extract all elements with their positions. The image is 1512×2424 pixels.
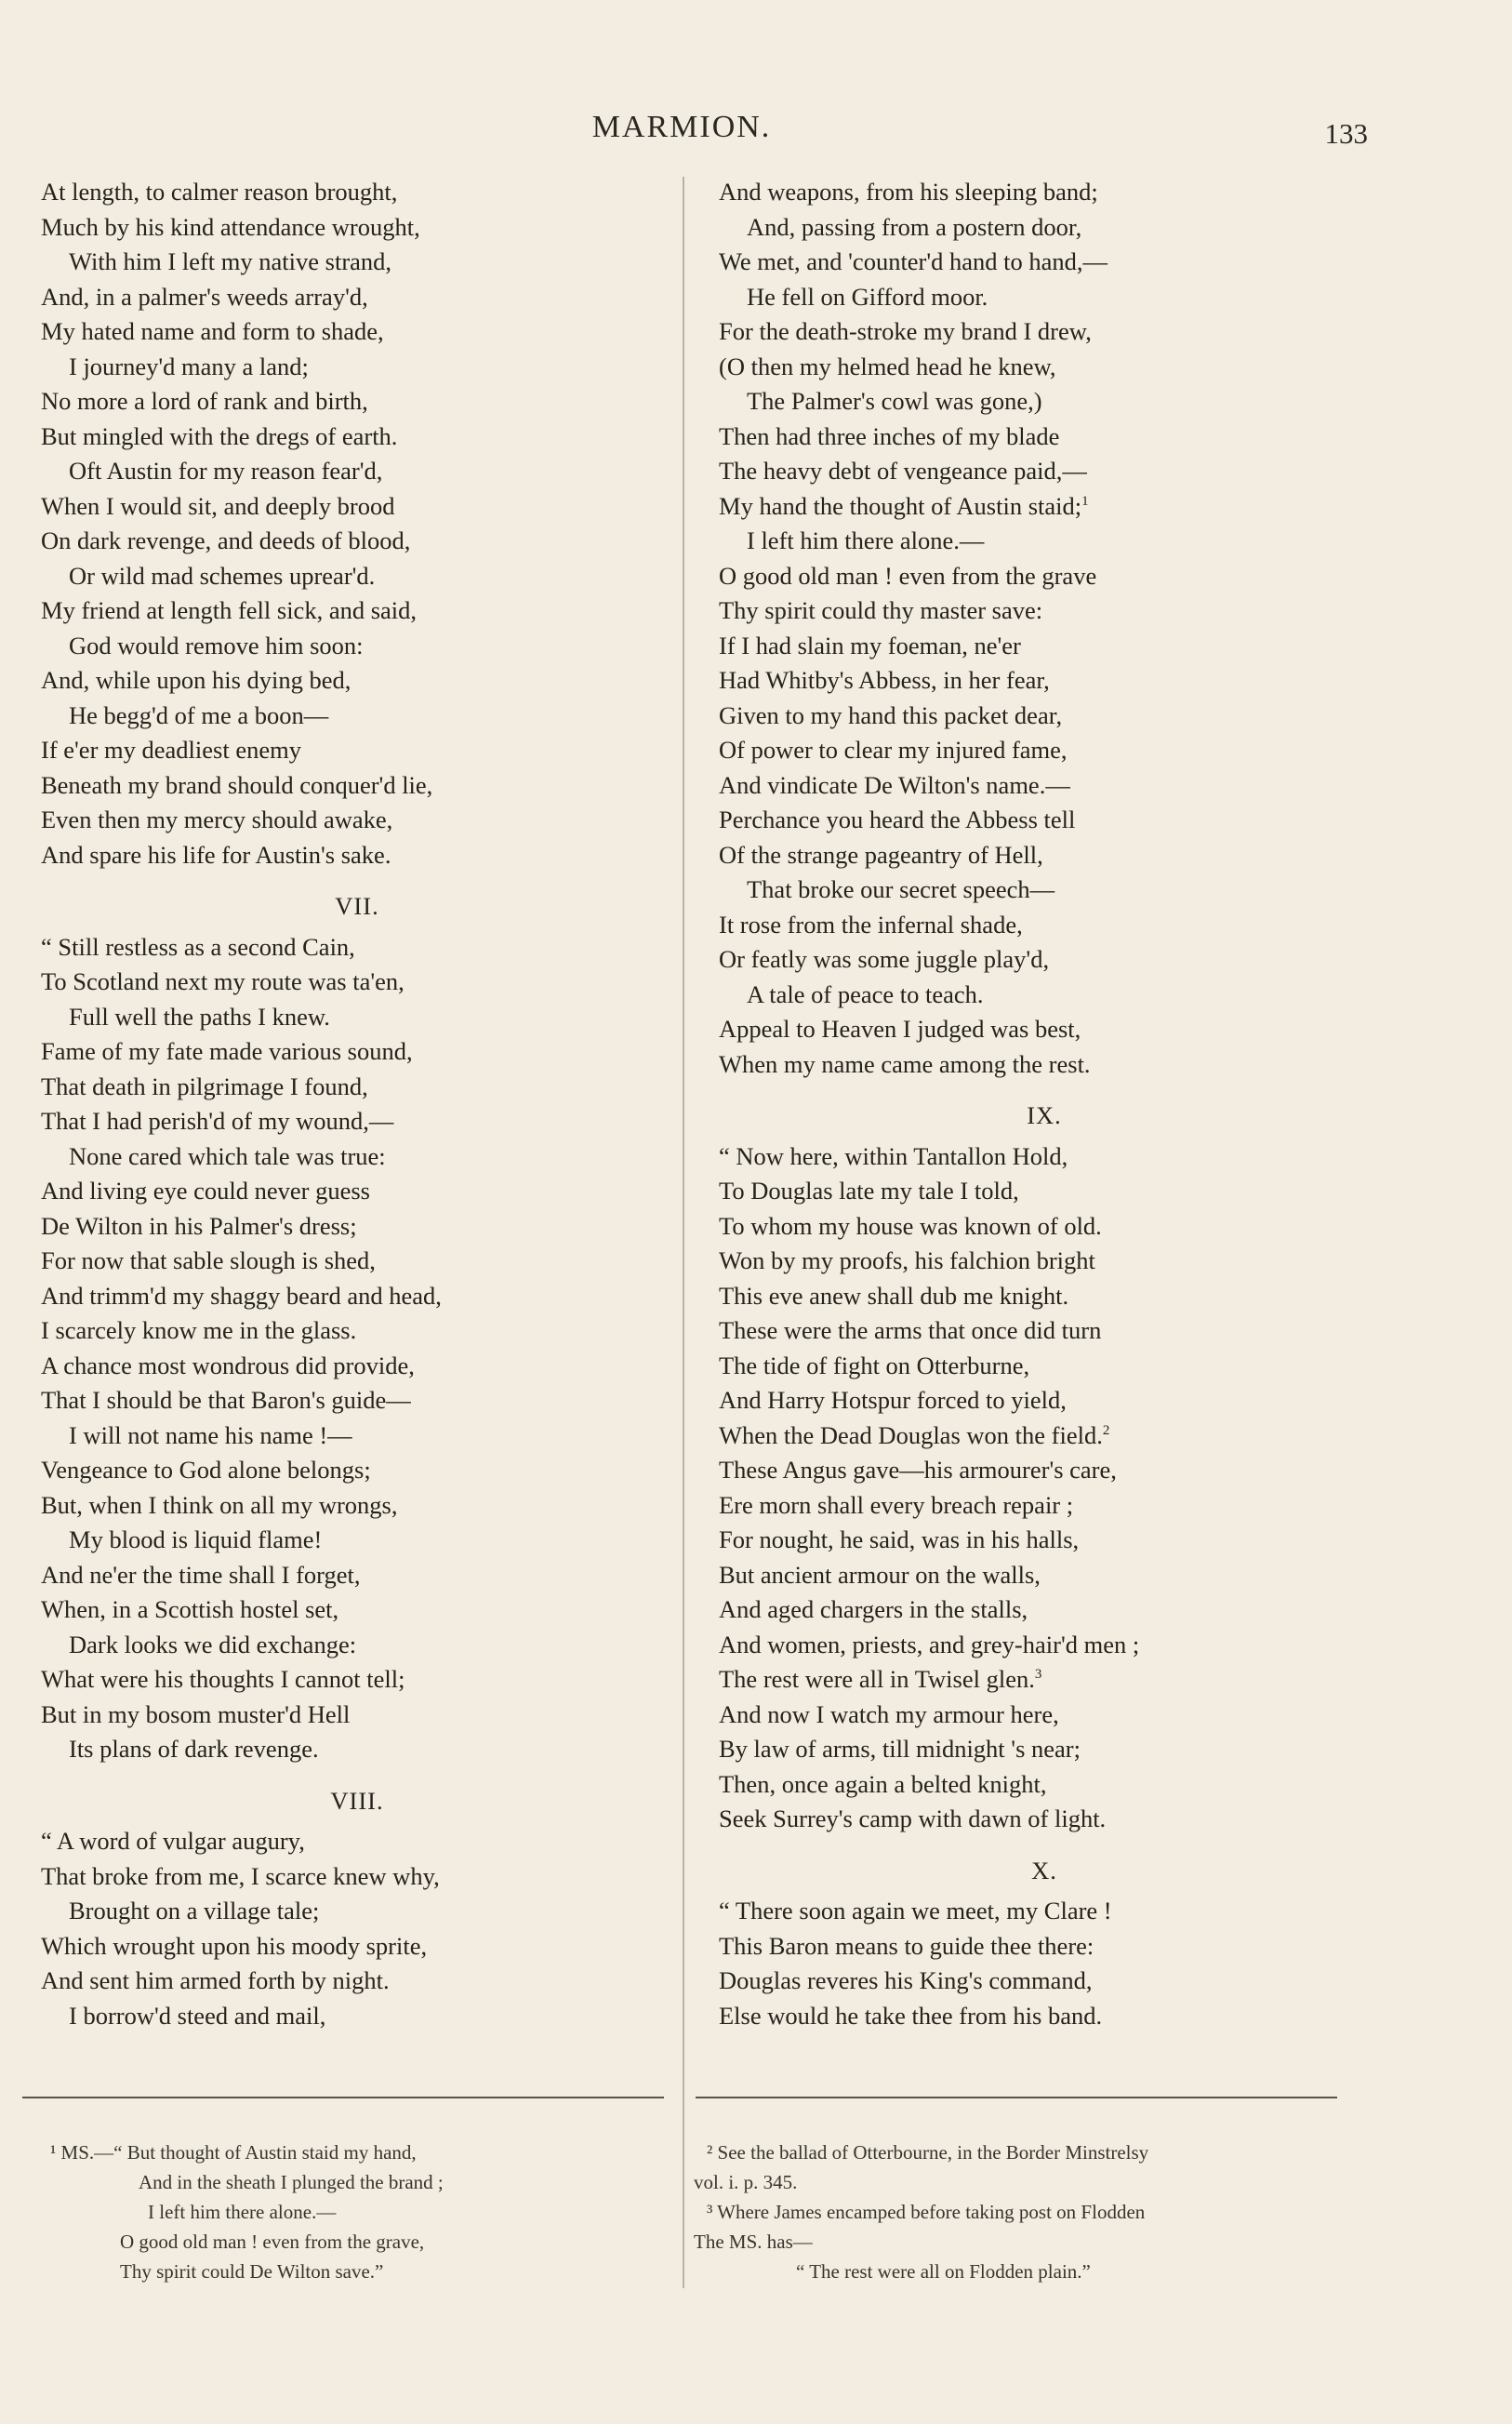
footnote-marker: 3 — [1034, 1667, 1042, 1683]
verse-text: We met, and 'counter'd hand to hand,— — [719, 247, 1108, 275]
verse-text: Oft Austin for my reason fear'd, — [69, 457, 383, 485]
verse-text: And, passing from a postern door, — [747, 212, 1082, 241]
verse-line — [719, 1999, 1370, 2034]
verse-text: Full well the paths I knew. — [69, 1002, 330, 1031]
verse-text: “ Now here, within Tantallon Hold, — [719, 1141, 1068, 1170]
verse-line — [719, 1209, 1370, 1245]
verse-line — [719, 384, 1370, 420]
verse-line — [41, 593, 673, 629]
verse-line — [41, 1244, 673, 1279]
verse-line — [719, 1383, 1370, 1418]
verse-line — [719, 1767, 1370, 1803]
verse-line — [41, 1592, 673, 1628]
column-divider — [683, 177, 684, 2288]
verse-text: The rest were all in Twisel glen. — [719, 1665, 1035, 1693]
verse-text: To Douglas late my tale I told, — [719, 1177, 1019, 1205]
verse-line — [719, 803, 1370, 838]
verse-line — [719, 559, 1370, 594]
verse-line — [41, 1894, 673, 1929]
verse-line — [719, 1894, 1370, 1929]
verse-line — [719, 175, 1370, 210]
verse-text: And now I watch my armour here, — [719, 1699, 1059, 1728]
verse-text: My friend at length fell sick, and said, — [41, 596, 418, 624]
verse-line — [719, 210, 1370, 246]
verse-line — [719, 1662, 1370, 1698]
verse-line — [41, 1859, 673, 1895]
verse-text: Won by my proofs, his falchion bright — [719, 1246, 1095, 1274]
verse-text: And spare his life for Austin's sake. — [41, 840, 391, 869]
verse-line — [41, 1034, 673, 1070]
verse-text: Of power to clear my injured fame, — [719, 736, 1068, 764]
verse-line — [41, 1418, 673, 1454]
verse-text: Then had three inches of my blade — [719, 421, 1060, 450]
verse-text: None cared which tale was true: — [69, 1141, 386, 1170]
verse-text: But mingled with the dregs of earth. — [41, 421, 398, 450]
footnotes-right — [694, 2138, 1354, 2286]
verse-line — [41, 1313, 673, 1349]
verse-text: Or featly was some juggle play'd, — [719, 945, 1050, 973]
verse-text: Of the strange pageantry of Hell, — [719, 840, 1043, 869]
verse-text: This eve anew shall dub me knight. — [719, 1281, 1069, 1310]
stanza-vii — [41, 930, 673, 1767]
verse-text: Thy spirit could thy master save: — [719, 596, 1043, 624]
verse-text: That I should be that Baron's guide— — [41, 1386, 411, 1414]
verse-text: My hated name and form to shade, — [41, 317, 384, 345]
verse-text: And aged chargers in the stalls, — [719, 1595, 1028, 1623]
verse-line — [719, 1523, 1370, 1558]
verse-text: On dark revenge, and deeds of blood, — [41, 526, 411, 554]
verse-text: And, in a palmer's weeds array'd, — [41, 282, 368, 311]
verse-text: Or wild mad schemes uprear'd. — [69, 561, 376, 590]
verse-text: For now that sable slough is shed, — [41, 1246, 376, 1274]
verse-line — [41, 838, 673, 873]
verse-text: With him I left my native strand, — [69, 247, 392, 275]
verse-text: These were the arms that once did turn — [719, 1316, 1102, 1344]
verse-line — [719, 454, 1370, 489]
verse-text: Vengeance to God alone belongs; — [41, 1456, 371, 1484]
verse-text: But, when I think on all my wrongs, — [41, 1490, 398, 1519]
right-column — [719, 175, 1370, 2033]
verse-text: Dark looks we did exchange: — [69, 1630, 357, 1658]
verse-text: And weapons, from his sleeping band; — [719, 178, 1098, 206]
verse-text: That broke our secret speech— — [747, 875, 1055, 903]
verse-text: I will not name his name !— — [69, 1420, 352, 1449]
verse-text: When my name came among the rest. — [719, 1049, 1091, 1078]
footnotes-left — [50, 2138, 627, 2286]
stanza-heading-x: X. — [1031, 1856, 1057, 1885]
verse-line — [41, 1824, 673, 1859]
verse-line — [719, 420, 1370, 455]
verse-text: These Angus gave—his armourer's care, — [719, 1456, 1117, 1484]
verse-text: Fame of my fate made various sound, — [41, 1037, 413, 1065]
verse-line — [41, 803, 673, 838]
verse-line — [719, 908, 1370, 943]
verse-text: What were his thoughts I cannot tell; — [41, 1665, 405, 1693]
verse-text: “ Still restless as a second Cain, — [41, 932, 355, 961]
verse-text: Given to my hand this packet dear, — [719, 700, 1063, 729]
verse-line — [719, 1732, 1370, 1767]
verse-text: To whom my house was known of old. — [719, 1211, 1102, 1240]
verse-text: Had Whitby's Abbess, in her fear, — [719, 666, 1050, 694]
verse-line — [719, 1558, 1370, 1593]
verse-text: Then, once again a belted knight, — [719, 1769, 1047, 1798]
verse-line — [719, 1313, 1370, 1349]
footnote-line: ³ Where James encamped before taking post on Flodden — [707, 2201, 1146, 2223]
verse-line — [41, 210, 673, 246]
verse-line — [41, 1964, 673, 1999]
verse-line — [41, 1383, 673, 1418]
footnote-rule-right — [696, 2097, 1337, 2098]
verse-text: Even then my mercy should awake, — [41, 806, 393, 833]
stanza-x-start — [719, 1894, 1370, 2033]
verse-text: That I had perish'd of my wound,— — [41, 1107, 394, 1135]
verse-line — [719, 593, 1370, 629]
verse-text: O good old man ! even from the grave — [719, 561, 1097, 590]
verse-line — [719, 733, 1370, 768]
footnote-line: And in the sheath I plunged the brand ; — [139, 2171, 444, 2193]
verse-line — [719, 872, 1370, 908]
verse-text: Much by his kind attendance wrought, — [41, 212, 420, 241]
verse-line — [41, 1488, 673, 1524]
verse-line — [719, 1592, 1370, 1628]
verse-text: And women, priests, and grey-hair'd men ; — [719, 1630, 1140, 1658]
running-title: MARMION. — [591, 110, 772, 144]
verse-line — [41, 1662, 673, 1698]
footnote-marker: 1 — [1081, 493, 1089, 509]
verse-line — [719, 1488, 1370, 1524]
stanza-heading-viii: VIII. — [330, 1786, 384, 1815]
verse-line — [719, 663, 1370, 699]
stanza-vi-end — [41, 175, 673, 872]
verse-text: It rose from the infernal shade, — [719, 910, 1023, 939]
footnote-marker: 2 — [1102, 1422, 1110, 1438]
left-column — [41, 175, 673, 2033]
verse-text: Else would he take thee from his band. — [719, 2001, 1103, 2030]
verse-text: When I would sit, and deeply brood — [41, 491, 395, 520]
verse-line — [719, 350, 1370, 385]
verse-text: De Wilton in his Palmer's dress; — [41, 1211, 357, 1240]
verse-line — [719, 768, 1370, 804]
verse-line — [41, 1732, 673, 1767]
verse-line — [41, 1698, 673, 1733]
verse-text: Appeal to Heaven I judged was best, — [719, 1015, 1081, 1043]
verse-line — [719, 1453, 1370, 1488]
verse-line — [41, 965, 673, 1000]
verse-text: (O then my helmed head he knew, — [719, 352, 1056, 380]
stanza-viii-end — [719, 175, 1370, 1082]
footnote-line: ² See the ballad of Otterbourne, in the Border Minstrelsy — [707, 2141, 1149, 2164]
verse-text: The tide of fight on Otterburne, — [719, 1351, 1030, 1379]
verse-line — [719, 838, 1370, 873]
verse-line — [719, 1964, 1370, 1999]
verse-line — [41, 384, 673, 420]
verse-line — [41, 629, 673, 664]
verse-text: That broke from me, I scarce knew why, — [41, 1861, 440, 1890]
verse-text: Its plans of dark revenge. — [69, 1735, 319, 1763]
verse-line — [41, 454, 673, 489]
verse-line — [41, 699, 673, 734]
verse-text: I left him there alone.— — [747, 526, 985, 554]
verse-line — [41, 768, 673, 804]
verse-line — [719, 1139, 1370, 1175]
verse-line — [719, 1698, 1370, 1733]
verse-line — [719, 245, 1370, 280]
verse-line — [41, 175, 673, 210]
verse-text: Perchance you heard the Abbess tell — [719, 806, 1076, 833]
verse-text: That death in pilgrimage I found, — [41, 1072, 368, 1100]
verse-line — [41, 663, 673, 699]
verse-line — [41, 314, 673, 350]
verse-line — [41, 1139, 673, 1175]
verse-line — [719, 280, 1370, 315]
verse-text: I journey'd many a land; — [69, 352, 309, 380]
verse-text: If e'er my deadliest enemy — [41, 736, 301, 764]
verse-line — [41, 1000, 673, 1035]
verse-line — [41, 1070, 673, 1105]
verse-text: At length, to calmer reason brought, — [41, 178, 398, 206]
verse-line — [719, 314, 1370, 350]
verse-text: The Palmer's cowl was gone,) — [747, 387, 1042, 415]
verse-text: God would remove him soon: — [69, 631, 364, 659]
verse-text: Which wrought upon his moody sprite, — [41, 1931, 428, 1960]
verse-text: Beneath my brand should conquer'd lie, — [41, 770, 433, 799]
verse-line — [41, 1104, 673, 1139]
verse-line — [41, 1628, 673, 1663]
verse-line — [719, 1047, 1370, 1083]
verse-line — [41, 280, 673, 315]
verse-line — [719, 629, 1370, 664]
verse-text: He begg'd of me a boon— — [69, 700, 329, 729]
verse-text: This Baron means to guide thee there: — [719, 1931, 1094, 1960]
verse-text: I scarcely know me in the glass. — [41, 1316, 357, 1344]
verse-text: And sent him armed forth by night. — [41, 1966, 390, 1994]
verse-text: My hand the thought of Austin staid; — [719, 491, 1082, 520]
verse-text: If I had slain my foeman, ne'er — [719, 631, 1021, 659]
verse-line — [41, 1999, 673, 2034]
verse-line — [41, 1523, 673, 1558]
verse-text: But in my bosom muster'd Hell — [41, 1699, 351, 1728]
verse-line — [41, 1453, 673, 1488]
verse-text: He fell on Gifford moor. — [747, 282, 988, 311]
verse-text: Ere morn shall every breach repair ; — [719, 1490, 1074, 1519]
verse-line — [719, 1279, 1370, 1314]
verse-text: And, while upon his dying bed, — [41, 666, 351, 694]
stanza-heading-vii: VII. — [335, 892, 379, 920]
verse-line — [41, 930, 673, 966]
verse-line — [719, 1012, 1370, 1047]
verse-text: “ A word of vulgar augury, — [41, 1827, 305, 1855]
verse-text: And trimm'd my shaggy beard and head, — [41, 1281, 442, 1310]
verse-line — [41, 1174, 673, 1209]
verse-text: Douglas reveres his King's command, — [719, 1966, 1093, 1994]
verse-line — [41, 420, 673, 455]
verse-text: And living eye could never guess — [41, 1177, 370, 1205]
verse-text: When, in a Scottish hostel set, — [41, 1595, 339, 1623]
verse-text: For the death-stroke my brand I drew, — [719, 317, 1092, 345]
footnote-line: ¹ MS.—“ But thought of Austin staid my hand, — [50, 2141, 417, 2164]
verse-line — [719, 1628, 1370, 1663]
verse-line — [719, 524, 1370, 559]
verse-line — [719, 1418, 1370, 1454]
verse-line — [719, 1244, 1370, 1279]
stanza-heading-ix: IX. — [1027, 1101, 1062, 1129]
verse-line — [41, 245, 673, 280]
verse-line — [719, 942, 1370, 978]
footnote-line: vol. i. p. 345. — [694, 2171, 798, 2193]
footnote-line: I left him there alone.— — [148, 2201, 337, 2223]
footnote-line: Thy spirit could De Wilton save.” — [120, 2260, 384, 2283]
footnote-rule-left — [22, 2097, 664, 2098]
verse-line — [719, 699, 1370, 734]
verse-line — [719, 978, 1370, 1013]
verse-line — [41, 1279, 673, 1314]
verse-text: By law of arms, till midnight 's near; — [719, 1735, 1081, 1763]
verse-line — [41, 489, 673, 525]
page-number: 133 — [1324, 117, 1368, 150]
verse-text: But ancient armour on the walls, — [719, 1560, 1041, 1589]
verse-line — [41, 733, 673, 768]
verse-text: And vindicate De Wilton's name.— — [719, 770, 1070, 799]
verse-text: A tale of peace to teach. — [747, 979, 984, 1008]
verse-text: The heavy debt of vengeance paid,— — [719, 457, 1087, 485]
verse-text: For nought, he said, was in his halls, — [719, 1525, 1080, 1553]
verse-text: A chance most wondrous did provide, — [41, 1351, 415, 1379]
verse-line — [41, 1929, 673, 1965]
verse-text: And ne'er the time shall I forget, — [41, 1560, 361, 1589]
verse-line — [719, 1929, 1370, 1965]
footnote-line: “ The rest were all on Flodden plain.” — [796, 2260, 1091, 2283]
verse-line — [41, 1349, 673, 1384]
verse-text: “ There soon again we meet, my Clare ! — [719, 1897, 1112, 1925]
verse-line — [41, 350, 673, 385]
verse-line — [719, 1802, 1370, 1837]
verse-line — [41, 1558, 673, 1593]
verse-line — [41, 524, 673, 559]
verse-text: And Harry Hotspur forced to yield, — [719, 1386, 1067, 1414]
verse-text: Seek Surrey's camp with dawn of light. — [719, 1805, 1107, 1832]
stanza-viii-start — [41, 1824, 673, 2033]
footnote-line: O good old man ! even from the grave, — [120, 2231, 425, 2253]
verse-text: To Scotland next my route was ta'en, — [41, 967, 405, 995]
verse-line — [41, 1209, 673, 1245]
footnote-line: The MS. has— — [694, 2231, 813, 2253]
verse-line — [719, 1174, 1370, 1209]
verse-text: Brought on a village tale; — [69, 1897, 320, 1925]
verse-text: When the Dead Douglas won the field. — [719, 1420, 1103, 1449]
verse-line — [719, 1349, 1370, 1384]
verse-text: My blood is liquid flame! — [69, 1525, 323, 1553]
stanza-ix — [719, 1139, 1370, 1837]
verse-line — [41, 559, 673, 594]
verse-text: I borrow'd steed and mail, — [69, 2001, 326, 2030]
verse-text: No more a lord of rank and birth, — [41, 387, 368, 415]
verse-line — [719, 489, 1370, 525]
